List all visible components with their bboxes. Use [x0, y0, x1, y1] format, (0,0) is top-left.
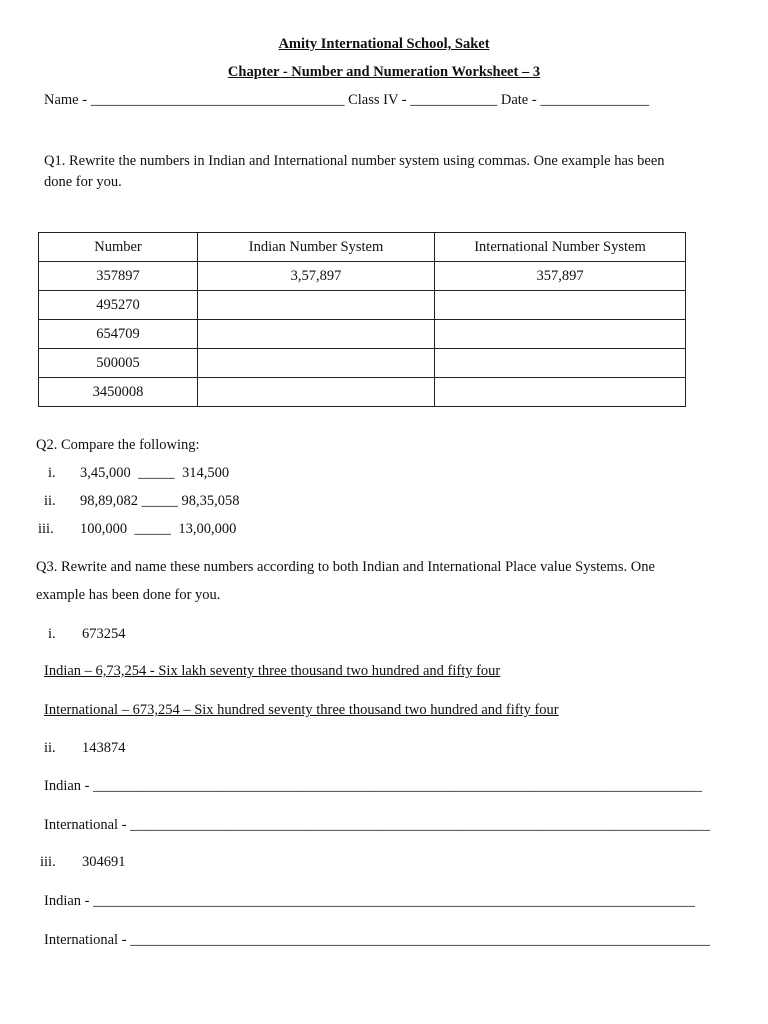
- international-answer-line: International - ________________________________________________________________________________: [44, 932, 711, 948]
- cell-number: 3450008: [39, 378, 198, 407]
- cell-indian: [198, 378, 435, 407]
- worksheet-title: Chapter - Number and Numeration Worksheet – 3: [227, 64, 541, 80]
- compare-value-b: 98,35,058: [181, 493, 240, 509]
- student-info-line: Name - ___________________________________ Class IV - ____________ Date - _______________: [44, 92, 650, 108]
- table-row: [39, 320, 686, 349]
- cell-international: [435, 378, 686, 407]
- item-value: 304691: [82, 854, 126, 870]
- compare-blank: _____: [141, 493, 178, 509]
- column-header-international: International Number System: [435, 233, 686, 262]
- q3-item-number: [44, 740, 126, 757]
- example-value: 673254: [82, 626, 126, 642]
- cell-international: [435, 291, 686, 320]
- international-answer-line: International - ________________________________________________________________________________: [44, 817, 711, 833]
- cell-number: 500005: [39, 349, 198, 378]
- compare-item: [38, 493, 240, 510]
- q2-title: Q2. Compare the following:: [36, 437, 200, 453]
- compare-blank: _____: [138, 465, 175, 481]
- q3-instruction-line1: Q3. Rewrite and name these numbers according to both Indian and International Place value Systems. One: [36, 559, 655, 575]
- compare-value-a: 3,45,000: [80, 465, 131, 481]
- cell-indian: [198, 320, 435, 349]
- compare-item: [38, 465, 229, 482]
- table-row: [39, 262, 686, 291]
- cell-number: 654709: [39, 320, 198, 349]
- compare-blank: _____: [134, 521, 171, 537]
- column-header-indian: Indian Number System: [198, 233, 435, 262]
- q3-instruction-line2: example has been done for you.: [36, 587, 221, 603]
- cell-indian: [198, 349, 435, 378]
- compare-item: [38, 521, 236, 538]
- example-number: [48, 626, 126, 643]
- compare-value-a: 98,89,082: [80, 493, 138, 509]
- cell-indian: [198, 291, 435, 320]
- compare-value-a: 100,000: [80, 521, 128, 537]
- item-numeral: i.: [48, 626, 56, 642]
- cell-international: [435, 320, 686, 349]
- item-numeral: ii.: [44, 493, 56, 509]
- compare-value-b: 314,500: [182, 465, 230, 481]
- cell-international: [435, 349, 686, 378]
- number-system-table: [38, 232, 686, 407]
- table-header-row: [39, 233, 686, 262]
- example-indian-answer: Indian – 6,73,254 - Six lakh seventy three thousand two hundred and fifty four: [44, 663, 501, 679]
- table-row: [39, 349, 686, 378]
- indian-answer-line: Indian - ____________________________________________________________________________________: [44, 778, 703, 794]
- item-numeral: i.: [48, 465, 56, 481]
- item-numeral: ii.: [44, 740, 56, 756]
- q1-instruction-line2: done for you.: [44, 174, 122, 190]
- table-row: [39, 291, 686, 320]
- cell-international: 357,897: [435, 262, 686, 291]
- item-value: 143874: [82, 740, 126, 756]
- q3-item-number: [40, 854, 126, 871]
- q1-instruction-line1: Q1. Rewrite the numbers in Indian and International number system using commas. One example has been: [44, 153, 665, 169]
- cell-number: 357897: [39, 262, 198, 291]
- column-header-number: Number: [39, 233, 198, 262]
- cell-indian: 3,57,897: [198, 262, 435, 291]
- compare-value-b: 13,00,000: [178, 521, 237, 537]
- school-title: Amity International School, Saket: [278, 36, 490, 52]
- example-international-answer: International – 673,254 – Six hundred seventy three thousand two hundred and fifty four: [44, 702, 559, 718]
- item-numeral: iii.: [38, 521, 54, 537]
- cell-number: 495270: [39, 291, 198, 320]
- table-row: [39, 378, 686, 407]
- item-numeral: iii.: [40, 854, 56, 870]
- indian-answer-line: Indian - ___________________________________________________________________________________: [44, 893, 695, 909]
